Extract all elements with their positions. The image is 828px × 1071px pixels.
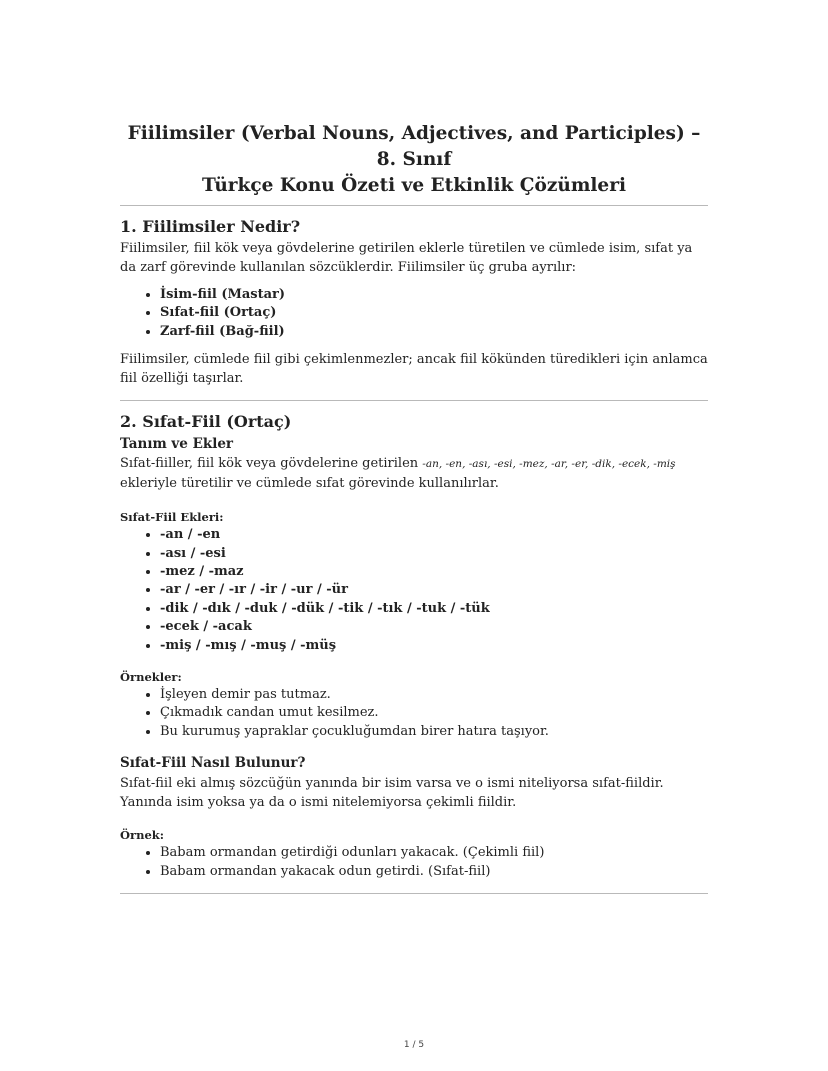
example-label: Örnek: — [120, 828, 164, 843]
section-1-outro: Fiilimsiler, cümlede fiil gibi çekimlenmezler; ancak fiil kökünden türedikleri için anlamca fiil özelliği taşırlar. — [120, 352, 708, 387]
subheading-how-to-find: Sıfat-Fiil Nasıl Bulunur? — [120, 755, 306, 772]
example-list — [120, 844, 708, 881]
document-page — [120, 0, 708, 894]
list-item: • Bu kurumuş yapraklar çocukluğumdan birer hatıra taşıyor. — [160, 723, 708, 741]
how-to-find-paragraph: Sıfat-fiil eki almış sözcüğün yanında bir isim varsa ve o ismi niteliyorsa sıfat-fiildir. Yanında isim yoksa ya da o ismi nitelemiyorsa çekimli fiildir. — [120, 776, 664, 811]
list-item: • İşleyen demir pas tutmaz. — [160, 686, 708, 704]
divider — [120, 205, 708, 206]
section-1-heading: 1. Fiilimsiler Nedir? — [120, 217, 301, 236]
list-item: • -miş / -mış / -muş / -müş — [160, 637, 708, 655]
list-item: • Zarf-fiil (Bağ-fiil) — [160, 323, 708, 341]
list-item: • -an / -en — [160, 526, 708, 544]
list-item: • -dik / -dık / -duk / -dük / -tik / -tık / -tuk / -tük — [160, 600, 708, 618]
list-item: • Babam ormandan getirdiği odunları yakacak. (Çekimli fiil) — [160, 844, 708, 862]
divider — [120, 893, 708, 894]
list-item: • -ası / -esi — [160, 545, 708, 563]
divider — [120, 400, 708, 401]
list-item: • -mez / -maz — [160, 563, 708, 581]
section-1-intro: Fiilimsiler, fiil kök veya gövdelerine getirilen eklerle türetilen ve cümlede isim, sıfat ya da zarf görevinde kullanılan sözcüklerdir. Fiilimsiler üç gruba ayrılır: — [120, 241, 693, 275]
list-item: • Çıkmadık candan umut kesilmez. — [160, 704, 708, 722]
list-item: • Babam ormandan yakacak odun getirdi. (Sıfat-fiil) — [160, 863, 708, 881]
examples-list — [120, 686, 708, 741]
definition-paragraph — [120, 454, 708, 493]
fiilimsi-types-list — [120, 286, 708, 341]
page-number: 1 / 5 — [403, 1040, 425, 1050]
document-title — [120, 0, 708, 199]
definition-suffixes: -an, -en, -ası, -esi, -mez, -ar, -er, -dik, -ecek, -miş — [422, 458, 676, 471]
list-item: • Sıfat-fiil (Ortaç) — [160, 304, 708, 322]
definition-start: Sıfat-fiiller, fiil kök veya gövdelerine getirilen — [120, 456, 423, 472]
title-line-2: Türkçe Konu Özeti ve Etkinlik Çözümleri — [202, 175, 626, 196]
list-item: • -ar / -er / -ır / -ir / -ur / -ür — [160, 581, 708, 599]
subheading-definition: Tanım ve Ekler — [120, 436, 234, 453]
suffix-list — [120, 526, 708, 655]
examples-label: Örnekler: — [120, 670, 182, 685]
title-line-1: Fiilimsiler (Verbal Nouns, Adjectives, and Participles) – 8. Sınıf — [127, 123, 701, 170]
section-2-heading: 2. Sıfat-Fiil (Ortaç) — [120, 412, 292, 432]
list-item: • -ecek / -acak — [160, 618, 708, 636]
suffix-list-label: Sıfat-Fiil Ekleri: — [120, 510, 224, 525]
list-item: • İsim-fiil (Mastar) — [160, 286, 708, 304]
definition-end: ekleriyle türetilir ve cümlede sıfat görevinde kullanılırlar. — [120, 476, 499, 492]
